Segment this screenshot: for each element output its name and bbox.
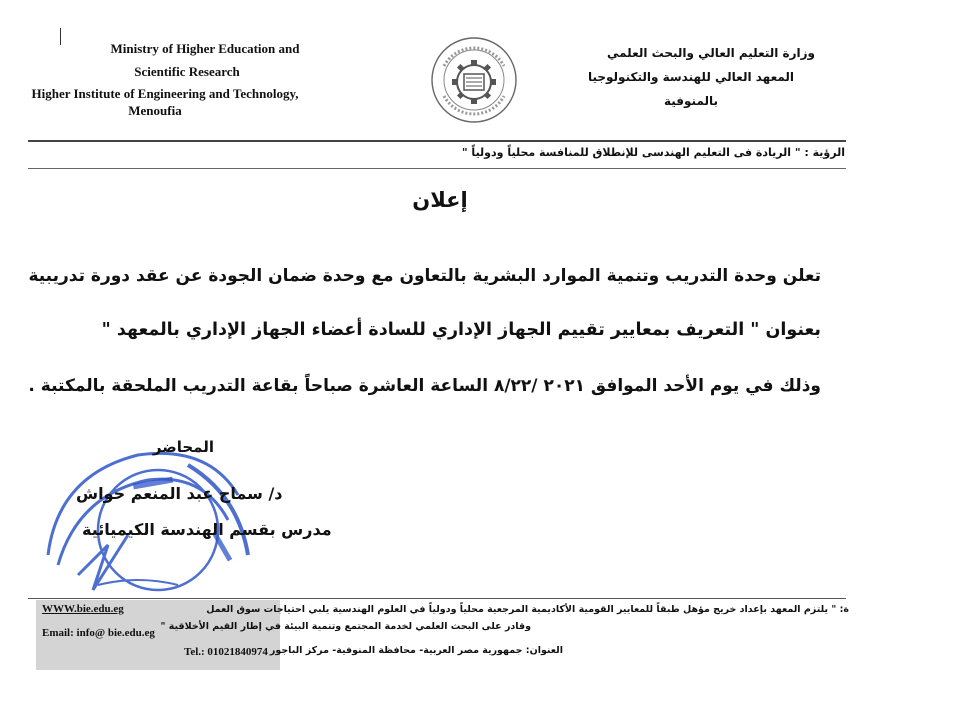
header-ar-line1: وزارة التعليم العالي والبحث العلمي: [606, 46, 816, 60]
header-english: [31, 38, 370, 118]
footer-email[interactable]: Email: info@ bie.edu.eg: [42, 627, 155, 639]
announcement-title: إعلان: [412, 188, 468, 212]
header-en-line3: Higher Institute of Engineering and Technology,: [31, 86, 299, 101]
header-en-line2: Scientific Research: [134, 64, 240, 79]
body-line-3: وذلك في يوم الأحد الموافق ٢٠٢١ /٨/٢٢ الساعة العاشرة صباحاً بقاعة التدريب الملحقة بالمكتبة .: [28, 376, 821, 396]
footer-tel: Tel.: 01021840974: [184, 646, 268, 658]
footer-address: العنوان: جمهورية مصر العربية- محافظة المنوفية- مركز الباجور: [269, 645, 563, 656]
header-en-line1: Ministry of Higher Education and: [110, 41, 300, 56]
header-en-line4: Menoufia: [128, 103, 182, 118]
body-line-2: بعنوان " التعريف بمعايير تقييم الجهاز الإداري للسادة أعضاء الجهاز الإداري بالمعهد ": [101, 320, 821, 340]
header-ar-line3: بالمنوفية: [663, 94, 719, 108]
header-arabic: [561, 42, 821, 112]
vision-divider: [28, 168, 846, 169]
footer-divider: [28, 598, 846, 599]
signature-role: المحاضر: [152, 438, 214, 456]
header-ar-line2: المعهد العالي للهندسة والتكنولوجيا: [587, 70, 795, 84]
footer-mission-1: ة: " يلتزم المعهد بإعداد خريج مؤهل طبقاً للمعايير القومية الأكاديمية المرجعية محلياً ودولياً في العلوم الهندسية يلبي احتياجات سوق العمل: [206, 604, 849, 615]
signature-position: مدرس بقسم الهندسة الكيميائية: [82, 520, 332, 539]
header-divider: [28, 140, 846, 142]
institute-logo-icon: [430, 36, 518, 124]
body-line-1: تعلن وحدة التدريب وتنمية الموارد البشرية بالتعاون مع وحدة ضمان الجودة عن عقد دورة تدريبية: [28, 266, 821, 286]
footer-website[interactable]: WWW.bie.edu.eg: [42, 603, 124, 615]
vision-statement: الرؤية : " الريادة فى التعليم الهندسى للإنطلاق للمنافسة محلياً ودولياً ": [461, 146, 845, 159]
signature-name: د/ سماح عبد المنعم حواش: [76, 484, 283, 503]
footer-mission-2: وقادر على البحث العلمي لخدمة المجتمع وتنمية البيئة في إطار القيم الأخلاقية ": [160, 621, 531, 632]
